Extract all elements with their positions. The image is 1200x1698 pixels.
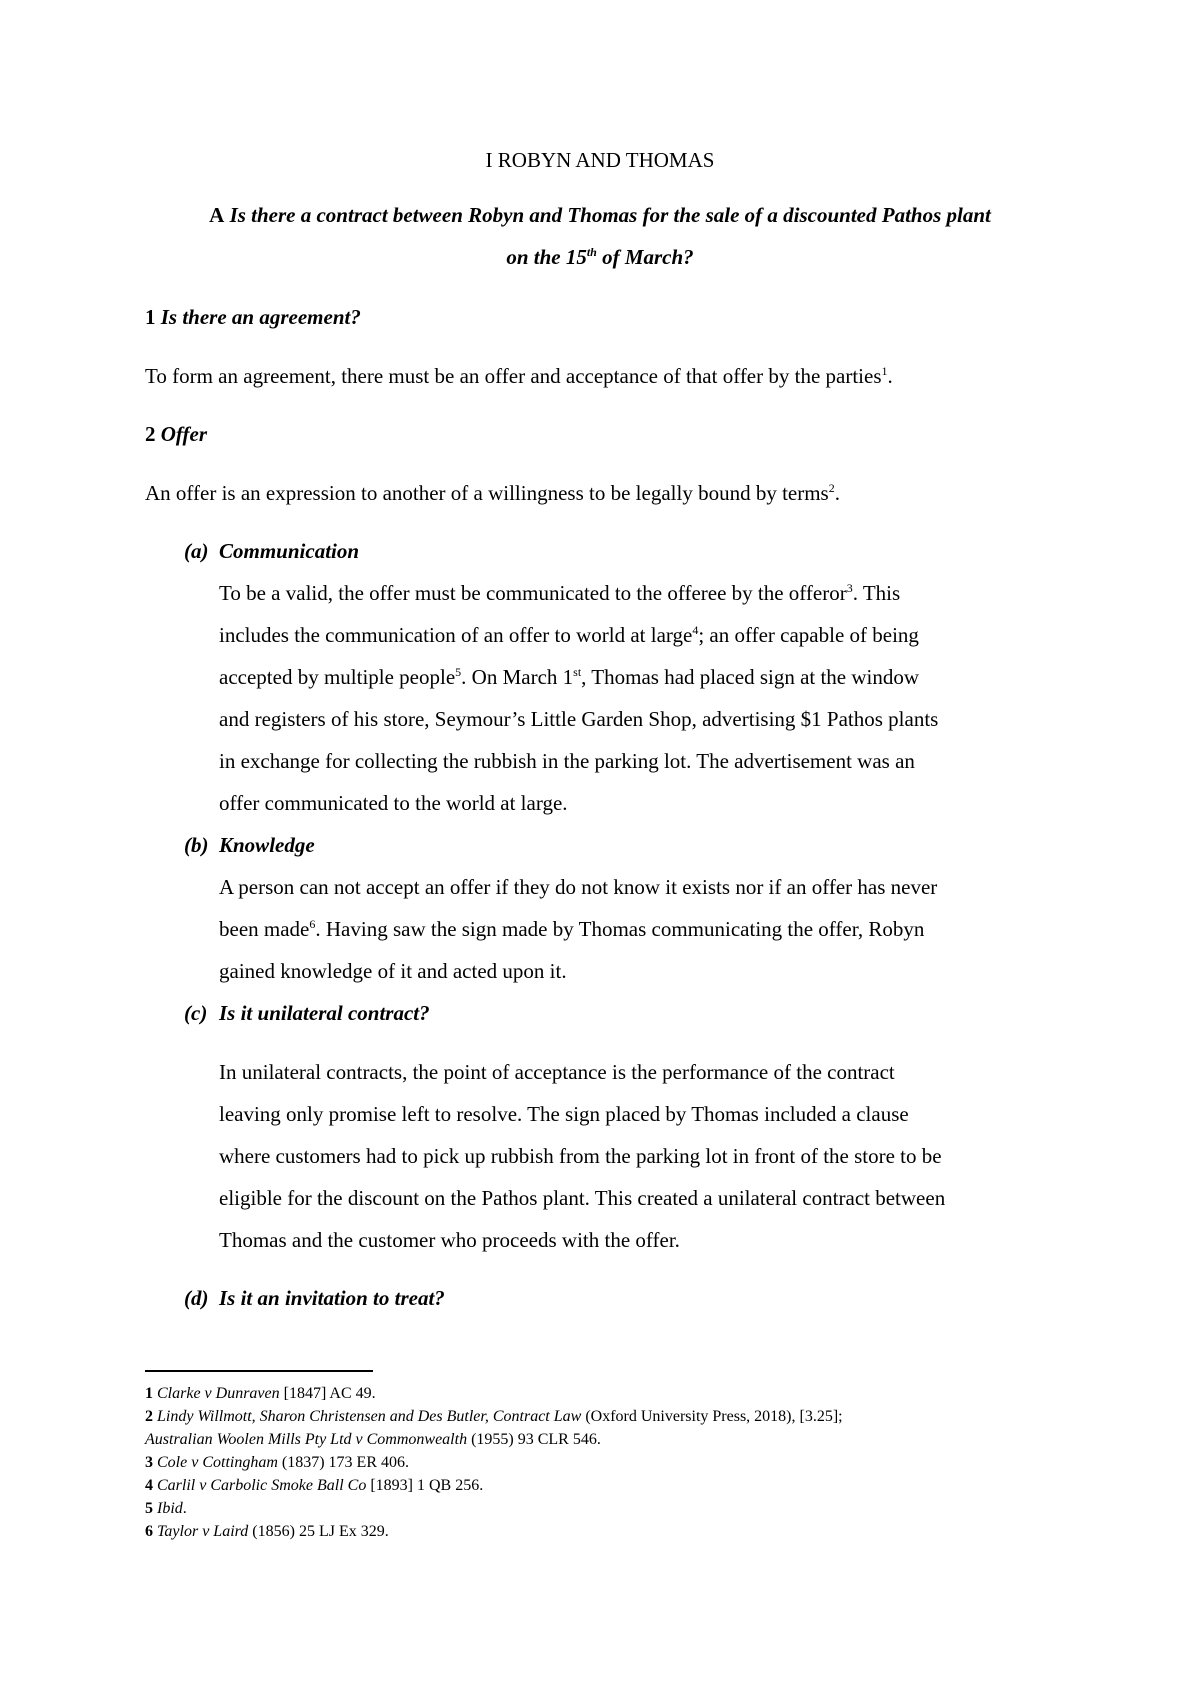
footnote-6-rest: (1856) 25 LJ Ex 329.: [248, 1523, 389, 1540]
footnote-2-case: Lindy Willmott, Sharon Christensen and Des Butler, Contract Law: [157, 1408, 582, 1425]
communication-text-3c: , Thomas had placed sign at the window: [581, 665, 920, 689]
knowledge-text-2a: been made: [219, 917, 310, 941]
section-a-letter: A: [209, 203, 225, 227]
section-a-heading-line1: [0, 194, 1200, 236]
footnote-ref-2[interactable]: 2: [828, 481, 835, 495]
communication-text-6: offer communicated to the world at large.: [219, 791, 568, 815]
knowledge-text-1: A person can not accept an offer if they do not know it exists nor if an offer has never: [219, 875, 938, 899]
unilateral-line-2: [219, 1093, 909, 1135]
communication-text-1b: . This: [852, 581, 901, 605]
section-a-line2-sup: th: [586, 245, 597, 259]
heading-1: [145, 296, 361, 338]
paragraph-agreement: [145, 355, 893, 397]
subheading-d: [184, 1277, 209, 1319]
footnote-2b-rest: (1955) 93 CLR 546.: [467, 1431, 601, 1448]
footnote-2-continued: [145, 1430, 601, 1450]
subheading-b-title: Knowledge: [219, 833, 315, 857]
footnote-4: [145, 1476, 483, 1496]
unilateral-text-2: leaving only promise left to resolve. The sign placed by Thomas included a clause: [219, 1102, 909, 1126]
subheading-b: [184, 824, 209, 866]
footnote-5-num: 5: [145, 1500, 153, 1517]
footnote-ref-4[interactable]: 4: [692, 623, 699, 637]
communication-text-2b: ; an offer capable of being: [698, 623, 919, 647]
footnote-3-case: Cole v Cottingham: [157, 1454, 278, 1471]
footnote-2b-case: Australian Woolen Mills Pty Ltd v Commonwealth: [145, 1431, 468, 1448]
footnote-1-num: 1: [145, 1385, 153, 1402]
knowledge-text-3: gained knowledge of it and acted upon it.: [219, 959, 567, 983]
subheading-a-title: Communication: [219, 539, 360, 563]
footnote-3-rest: (1837) 173 ER 406.: [277, 1454, 409, 1471]
section-a-line2-pre: on the 15: [506, 245, 587, 269]
communication-line-2: [219, 614, 919, 656]
communication-sup-st: st: [573, 665, 582, 679]
unilateral-text-1: In unilateral contracts, the point of acceptance is the performance of the contract: [219, 1060, 895, 1084]
communication-text-3b: . On March 1: [461, 665, 574, 689]
heading-1-num: 1: [145, 305, 156, 329]
communication-text-4: and registers of his store, Seymour’s Little Garden Shop, advertising $1 Pathos plants: [219, 707, 939, 731]
footnote-4-rest: [1893] 1 QB 256.: [366, 1477, 484, 1494]
subheading-c-label: (c): [184, 1001, 208, 1025]
knowledge-line-1: [219, 866, 937, 908]
subheading-a: [184, 530, 209, 572]
unilateral-line-4: [219, 1177, 945, 1219]
knowledge-text-2b: . Having saw the sign made by Thomas communicating the offer, Robyn: [315, 917, 925, 941]
communication-line-1: [219, 572, 900, 614]
heading-2-title: Offer: [160, 422, 208, 446]
knowledge-line-3: [219, 950, 567, 992]
communication-text-2a: includes the communication of an offer to world at large: [219, 623, 693, 647]
section-a-question: Is there a contract between Robyn and Thomas for the sale of a discounted Pathos plant: [229, 203, 991, 227]
section-a-line2-post: of March?: [596, 245, 694, 269]
footnote-6-case: Taylor v Laird: [157, 1523, 249, 1540]
footnote-ref-6[interactable]: 6: [309, 917, 316, 931]
knowledge-line-2: [219, 908, 924, 950]
footnote-2: [145, 1407, 843, 1427]
communication-text-5: in exchange for collecting the rubbish in the parking lot. The advertisement was an: [219, 749, 915, 773]
unilateral-text-5: Thomas and the customer who proceeds with the offer.: [219, 1228, 680, 1252]
paragraph-offer: [145, 472, 840, 514]
footnote-2-rest: (Oxford University Press, 2018), [3.25];: [581, 1408, 843, 1425]
subheading-d-title-wrap: [219, 1277, 445, 1319]
communication-line-6: [219, 782, 568, 824]
footnote-ref-3[interactable]: 3: [846, 581, 853, 595]
footnote-1: [145, 1384, 376, 1404]
footnote-1-rest: [1847] AC 49.: [279, 1385, 376, 1402]
subheading-c-title: Is it unilateral contract?: [219, 1001, 430, 1025]
footnote-3-num: 3: [145, 1454, 153, 1471]
unilateral-line-5: [219, 1219, 680, 1261]
subheading-b-title-wrap: [219, 824, 315, 866]
section-a-heading-line2: [0, 236, 1200, 278]
footnote-3: [145, 1453, 409, 1473]
footnote-4-num: 4: [145, 1477, 153, 1494]
footnote-ref-1[interactable]: 1: [881, 364, 888, 378]
heading-2-num: 2: [145, 422, 156, 446]
communication-line-4: [219, 698, 938, 740]
unilateral-line-3: [219, 1135, 942, 1177]
title-text: I ROBYN AND THOMAS: [485, 148, 715, 172]
footnote-6: [145, 1522, 389, 1542]
footnote-separator: [145, 1370, 373, 1372]
subheading-c: [184, 992, 207, 1034]
subheading-c-title-wrap: [219, 992, 430, 1034]
footnote-ref-5[interactable]: 5: [455, 665, 462, 679]
paragraph-offer-end: .: [834, 481, 840, 505]
footnote-2-num: 2: [145, 1408, 153, 1425]
communication-line-3: [219, 656, 919, 698]
page-title: [0, 139, 1200, 181]
communication-line-5: [219, 740, 915, 782]
communication-text-1a: To be a valid, the offer must be communicated to the offeree by the offeror: [219, 581, 847, 605]
paragraph-agreement-text: To form an agreement, there must be an offer and acceptance of that offer by the parties: [145, 364, 882, 388]
footnote-1-case: Clarke v Dunraven: [157, 1385, 280, 1402]
paragraph-offer-text: An offer is an expression to another of a willingness to be legally bound by terms: [145, 481, 829, 505]
footnote-5-case: Ibid: [157, 1500, 183, 1517]
footnote-5-rest: .: [182, 1500, 187, 1517]
heading-1-title: Is there an agreement?: [160, 305, 361, 329]
footnote-4-case: Carlil v Carbolic Smoke Ball Co: [157, 1477, 367, 1494]
unilateral-text-4: eligible for the discount on the Pathos plant. This created a unilateral contract between: [219, 1186, 946, 1210]
unilateral-text-3: where customers had to pick up rubbish from the parking lot in front of the store to be: [219, 1144, 942, 1168]
subheading-a-title-wrap: [219, 530, 359, 572]
subheading-d-label: (d): [184, 1286, 209, 1310]
subheading-b-label: (b): [184, 833, 209, 857]
heading-2: [145, 413, 207, 455]
footnote-5: [145, 1499, 187, 1519]
unilateral-line-1: [219, 1051, 895, 1093]
paragraph-agreement-end: .: [887, 364, 893, 388]
communication-text-3a: accepted by multiple people: [219, 665, 456, 689]
subheading-d-title: Is it an invitation to treat?: [219, 1286, 445, 1310]
footnote-6-num: 6: [145, 1523, 153, 1540]
subheading-a-label: (a): [184, 539, 209, 563]
